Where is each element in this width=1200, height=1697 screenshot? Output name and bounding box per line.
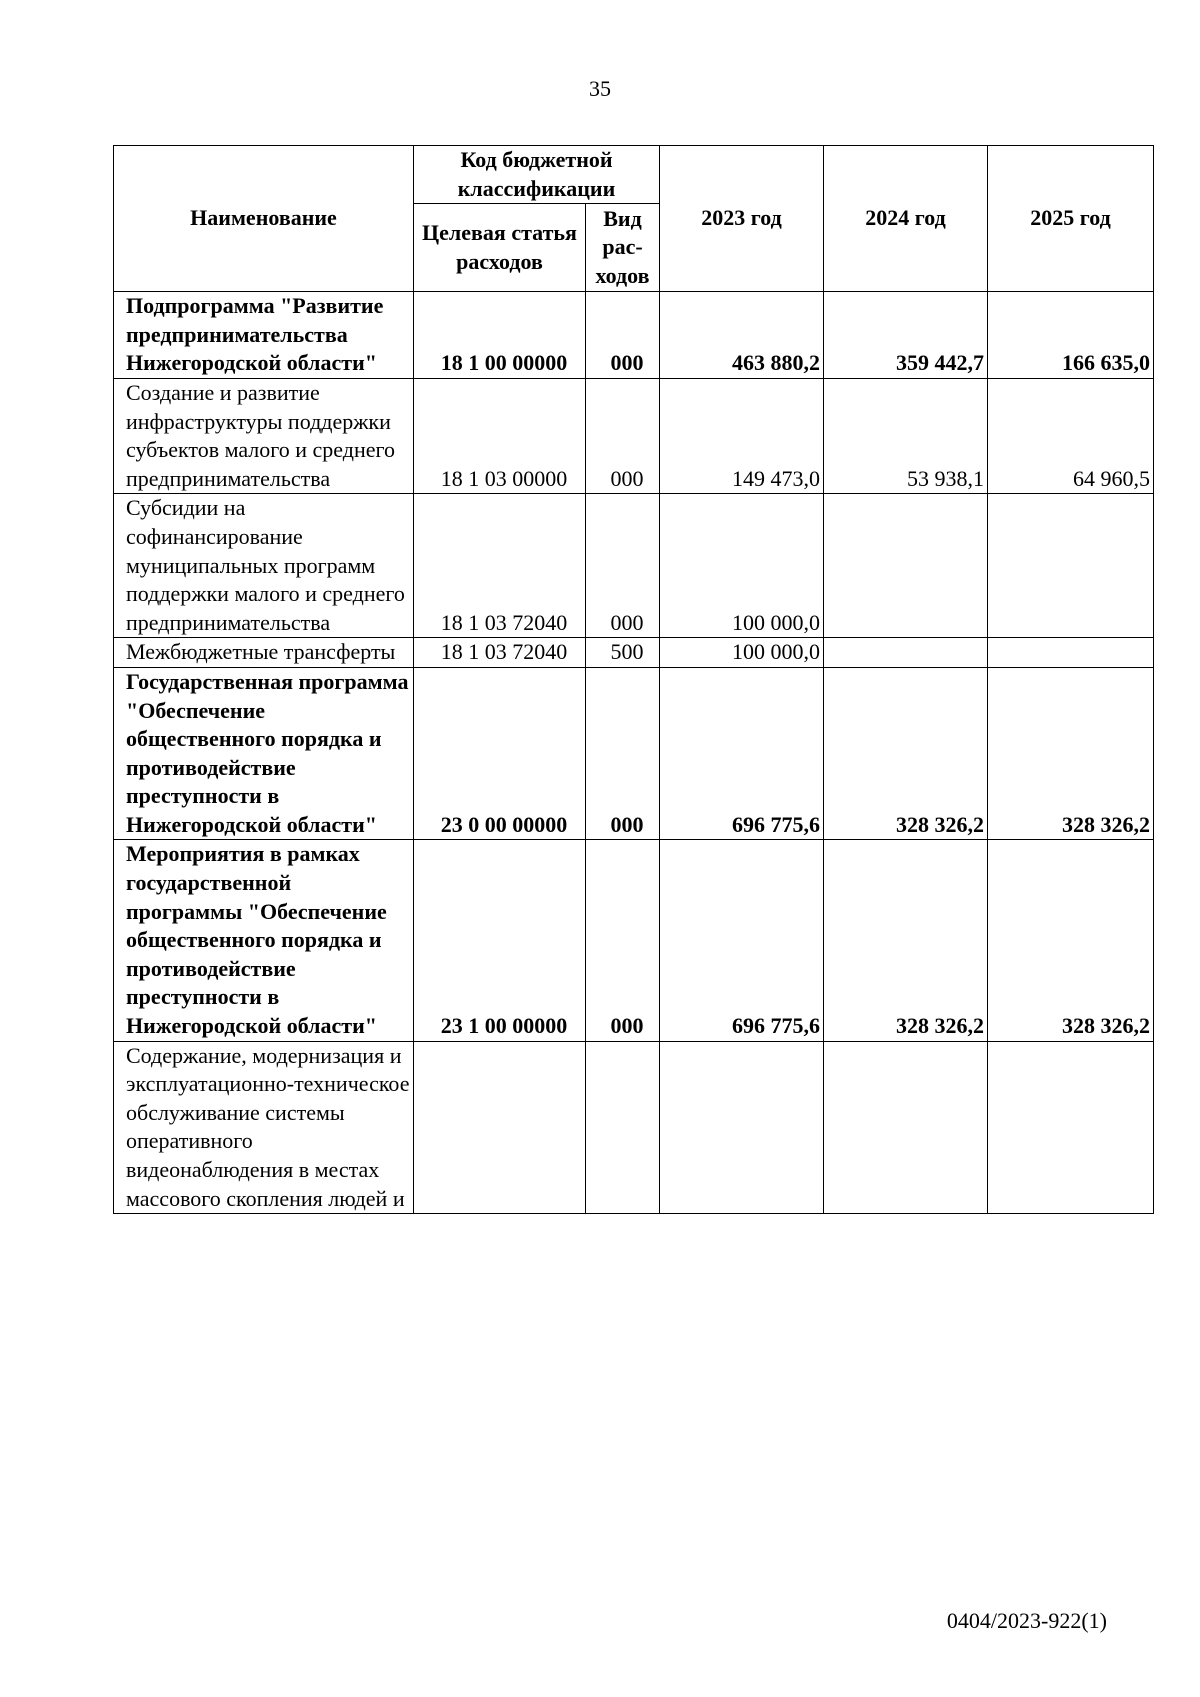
row-target-code: 18 1 03 72040 <box>414 638 586 668</box>
page-number: 35 <box>589 76 611 101</box>
table-row <box>114 494 1154 638</box>
row-value-2024: 359 442,7 <box>824 292 988 379</box>
row-value-2024 <box>824 494 988 638</box>
row-value-2023: 100 000,0 <box>660 638 824 668</box>
row-expense-type <box>586 1041 660 1214</box>
row-name: Создание и развитие инфраструктуры поддержки субъектов малого и среднего предпринимательства <box>114 378 414 493</box>
row-value-2025 <box>988 494 1154 638</box>
row-value-2025 <box>988 1041 1154 1214</box>
row-value-2025: 166 635,0 <box>988 292 1154 379</box>
row-value-2024: 328 326,2 <box>824 840 988 1041</box>
row-target-code: 18 1 03 72040 <box>414 494 586 638</box>
table-row <box>114 840 1154 1041</box>
table-row <box>114 638 1154 668</box>
row-value-2023 <box>660 1041 824 1214</box>
row-value-2025 <box>988 638 1154 668</box>
row-value-2024 <box>824 638 988 668</box>
table-row <box>114 1041 1154 1214</box>
row-expense-type: 000 <box>586 667 660 840</box>
row-name: Мероприятия в рамках государственной программы "Обеспечение общественного порядка и противодействие преступности в Нижегородской области" <box>114 840 414 1041</box>
row-name: Подпрограмма "Развитие предпринимательства Нижегородской области" <box>114 292 414 379</box>
row-value-2025: 328 326,2 <box>988 840 1154 1041</box>
row-target-code <box>414 1041 586 1214</box>
row-expense-type: 000 <box>586 378 660 493</box>
row-value-2023: 149 473,0 <box>660 378 824 493</box>
header-2023: 2023 год <box>660 146 824 292</box>
row-value-2024: 328 326,2 <box>824 667 988 840</box>
row-name: Субсидии на софинансирование муниципальных программ поддержки малого и среднего предпринимательства <box>114 494 414 638</box>
table-row <box>114 667 1154 840</box>
row-expense-type: 000 <box>586 292 660 379</box>
row-target-code: 23 0 00 00000 <box>414 667 586 840</box>
row-value-2023: 696 775,6 <box>660 667 824 840</box>
header-2024: 2024 год <box>824 146 988 292</box>
header-expense-type: Вид рас-ходов <box>586 204 660 292</box>
table-row <box>114 292 1154 379</box>
row-value-2023: 463 880,2 <box>660 292 824 379</box>
row-target-code: 18 1 00 00000 <box>414 292 586 379</box>
row-value-2023: 696 775,6 <box>660 840 824 1041</box>
row-name: Межбюджетные трансферты <box>114 638 414 668</box>
row-value-2025: 64 960,5 <box>988 378 1154 493</box>
table-body <box>114 292 1154 1214</box>
row-expense-type: 500 <box>586 638 660 668</box>
document-code: 0404/2023-922(1) <box>946 1608 1107 1633</box>
row-expense-type: 000 <box>586 840 660 1041</box>
table-row <box>114 378 1154 493</box>
row-value-2025: 328 326,2 <box>988 667 1154 840</box>
row-name: Содержание, модернизация и эксплуатационно-техническое обслуживание системы оперативного видеонаблюдения в местах массового скопления людей и <box>114 1041 414 1214</box>
budget-table <box>113 145 1154 1214</box>
row-target-code: 18 1 03 00000 <box>414 378 586 493</box>
row-expense-type: 000 <box>586 494 660 638</box>
row-target-code: 23 1 00 00000 <box>414 840 586 1041</box>
row-value-2023: 100 000,0 <box>660 494 824 638</box>
header-code-group: Код бюджетной классификации <box>414 146 660 204</box>
row-value-2024 <box>824 1041 988 1214</box>
header-name: Наименование <box>114 146 414 292</box>
row-value-2024: 53 938,1 <box>824 378 988 493</box>
header-2025: 2025 год <box>988 146 1154 292</box>
row-name: Государственная программа "Обеспечение общественного порядка и противодействие преступности в Нижегородской области" <box>114 667 414 840</box>
header-target-article: Целевая статья расходов <box>414 204 586 292</box>
